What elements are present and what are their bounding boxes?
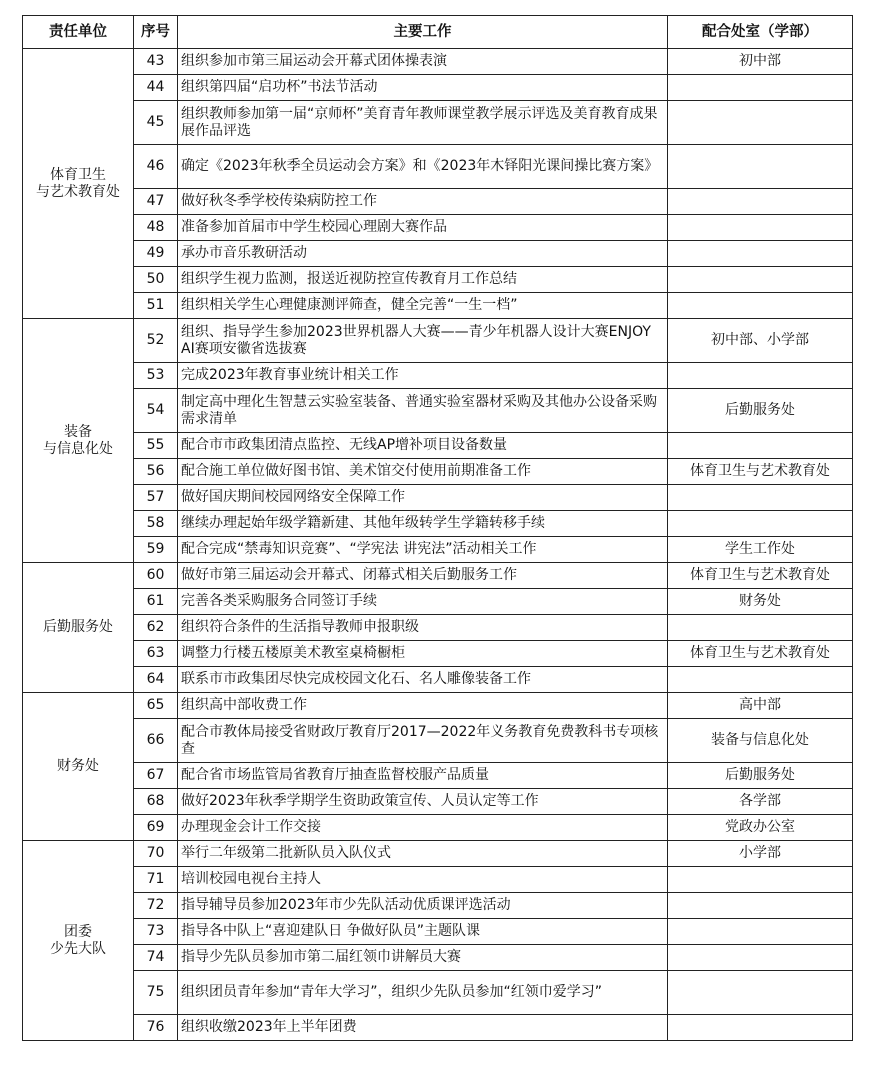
- table-row: [23, 919, 853, 945]
- row-number: 58: [134, 511, 178, 537]
- main-work: 指导辅导员参加2023年市少先队活动优质课评选活动: [178, 893, 668, 919]
- table-body: [23, 49, 853, 1041]
- header-work: 主要工作: [178, 16, 668, 49]
- cooperating-dept: [668, 433, 853, 459]
- main-work: 做好2023年秋季学期学生资助政策宣传、人员认定等工作: [178, 789, 668, 815]
- row-number: 47: [134, 189, 178, 215]
- row-number: 45: [134, 101, 178, 145]
- row-number: 56: [134, 459, 178, 485]
- cooperating-dept: [668, 1015, 853, 1041]
- row-number: 76: [134, 1015, 178, 1041]
- table-row: [23, 101, 853, 145]
- table-row: [23, 589, 853, 615]
- table-row: [23, 615, 853, 641]
- cooperating-dept: [668, 101, 853, 145]
- row-number: 72: [134, 893, 178, 919]
- table-row: [23, 641, 853, 667]
- main-work: 培训校园电视台主持人: [178, 867, 668, 893]
- table-row: [23, 389, 853, 433]
- table-row: [23, 49, 853, 75]
- table-row: [23, 459, 853, 485]
- cooperating-dept: 体育卫生与艺术教育处: [668, 563, 853, 589]
- main-work: 准备参加首届市中学生校园心理剧大赛作品: [178, 215, 668, 241]
- table-row: [23, 241, 853, 267]
- row-number: 74: [134, 945, 178, 971]
- row-number: 44: [134, 75, 178, 101]
- main-work: 配合省市场监管局省教育厅抽查监督校服产品质量: [178, 763, 668, 789]
- table-row: [23, 693, 853, 719]
- table-row: [23, 971, 853, 1015]
- responsible-unit: 财务处: [57, 758, 99, 774]
- responsible-unit: 后勤服务处: [43, 619, 113, 635]
- table-row: [23, 763, 853, 789]
- main-work: 组织收缴2023年上半年团费: [178, 1015, 668, 1041]
- responsible-unit-cell: [23, 841, 134, 1041]
- work-plan-table: [22, 15, 853, 1041]
- cooperating-dept: [668, 867, 853, 893]
- table-row: [23, 319, 853, 363]
- row-number: 65: [134, 693, 178, 719]
- row-number: 68: [134, 789, 178, 815]
- row-number: 61: [134, 589, 178, 615]
- cooperating-dept: [668, 667, 853, 693]
- table-row: [23, 719, 853, 763]
- cooperating-dept: 学生工作处: [668, 537, 853, 563]
- row-number: 54: [134, 389, 178, 433]
- responsible-unit-cell: [23, 693, 134, 841]
- cooperating-dept: [668, 893, 853, 919]
- row-number: 53: [134, 363, 178, 389]
- main-work: 办理现金会计工作交接: [178, 815, 668, 841]
- main-work: 举行二年级第二批新队员入队仪式: [178, 841, 668, 867]
- main-work: 组织高中部收费工作: [178, 693, 668, 719]
- cooperating-dept: 初中部、小学部: [668, 319, 853, 363]
- cooperating-dept: 装备与信息化处: [668, 719, 853, 763]
- row-number: 67: [134, 763, 178, 789]
- table-row: [23, 789, 853, 815]
- table-row: [23, 267, 853, 293]
- row-number: 43: [134, 49, 178, 75]
- cooperating-dept: [668, 241, 853, 267]
- main-work: 确定《2023年秋季全员运动会方案》和《2023年木铎阳光课间操比赛方案》: [178, 145, 668, 189]
- table-row: [23, 815, 853, 841]
- cooperating-dept: 体育卫生与艺术教育处: [668, 641, 853, 667]
- main-work: 组织相关学生心理健康测评筛查，健全完善“一生一档”: [178, 293, 668, 319]
- row-number: 75: [134, 971, 178, 1015]
- table-row: [23, 511, 853, 537]
- main-work: 配合施工单位做好图书馆、美术馆交付使用前期准备工作: [178, 459, 668, 485]
- main-work: 组织第四届“启功杯”书法节活动: [178, 75, 668, 101]
- main-work: 组织团员青年参加“青年大学习”，组织少先队员参加“红领巾爱学习”: [178, 971, 668, 1015]
- cooperating-dept: 高中部: [668, 693, 853, 719]
- main-work: 调整力行楼五楼原美术教室桌椅橱柜: [178, 641, 668, 667]
- cooperating-dept: [668, 189, 853, 215]
- cooperating-dept: [668, 363, 853, 389]
- responsible-unit: 体育卫生 与艺术教育处: [36, 166, 120, 200]
- main-work: 组织教师参加第一届“京师杯”美育青年教师课堂教学展示评选及美育教育成果展作品评选: [178, 101, 668, 145]
- responsible-unit-cell: [23, 563, 134, 693]
- main-work: 配合市市政集团清点监控、无线AP增补项目设备数量: [178, 433, 668, 459]
- main-work: 配合完成“禁毒知识竞赛”、“学宪法 讲宪法”活动相关工作: [178, 537, 668, 563]
- cooperating-dept: 体育卫生与艺术教育处: [668, 459, 853, 485]
- row-number: 73: [134, 919, 178, 945]
- row-number: 63: [134, 641, 178, 667]
- row-number: 55: [134, 433, 178, 459]
- table-row: [23, 363, 853, 389]
- row-number: 69: [134, 815, 178, 841]
- main-work: 做好国庆期间校园网络安全保障工作: [178, 485, 668, 511]
- header-unit: 责任单位: [23, 16, 134, 49]
- main-work: 组织符合条件的生活指导教师申报职级: [178, 615, 668, 641]
- cooperating-dept: 后勤服务处: [668, 389, 853, 433]
- cooperating-dept: [668, 215, 853, 241]
- cooperating-dept: [668, 919, 853, 945]
- cooperating-dept: [668, 511, 853, 537]
- row-number: 48: [134, 215, 178, 241]
- row-number: 60: [134, 563, 178, 589]
- row-number: 49: [134, 241, 178, 267]
- table-row: [23, 433, 853, 459]
- row-number: 59: [134, 537, 178, 563]
- row-number: 66: [134, 719, 178, 763]
- cooperating-dept: [668, 145, 853, 189]
- cooperating-dept: 初中部: [668, 49, 853, 75]
- table-row: [23, 563, 853, 589]
- main-work: 配合市教体局接受省财政厅教育厅2017—2022年义务教育免费教科书专项核查: [178, 719, 668, 763]
- cooperating-dept: [668, 267, 853, 293]
- responsible-unit: 团委 少先大队: [50, 923, 106, 957]
- row-number: 70: [134, 841, 178, 867]
- main-work: 完善各类采购服务合同签订手续: [178, 589, 668, 615]
- responsible-unit: 装备 与信息化处: [43, 423, 113, 457]
- main-work: 指导各中队上“喜迎建队日 争做好队员”主题队课: [178, 919, 668, 945]
- table-row: [23, 215, 853, 241]
- cooperating-dept: [668, 615, 853, 641]
- header-num: 序号: [134, 16, 178, 49]
- table-row: [23, 667, 853, 693]
- header-coop: 配合处室（学部）: [668, 16, 853, 49]
- table-row: [23, 867, 853, 893]
- row-number: 57: [134, 485, 178, 511]
- table-row: [23, 945, 853, 971]
- responsible-unit-cell: [23, 49, 134, 319]
- row-number: 46: [134, 145, 178, 189]
- cooperating-dept: 党政办公室: [668, 815, 853, 841]
- table-row: [23, 189, 853, 215]
- row-number: 50: [134, 267, 178, 293]
- cooperating-dept: 小学部: [668, 841, 853, 867]
- table-header-row: [23, 16, 853, 49]
- row-number: 64: [134, 667, 178, 693]
- table-row: [23, 841, 853, 867]
- cooperating-dept: 财务处: [668, 589, 853, 615]
- cooperating-dept: [668, 75, 853, 101]
- main-work: 制定高中理化生智慧云实验室装备、普通实验室器材采购及其他办公设备采购需求清单: [178, 389, 668, 433]
- main-work: 组织参加市第三届运动会开幕式团体操表演: [178, 49, 668, 75]
- row-number: 51: [134, 293, 178, 319]
- row-number: 52: [134, 319, 178, 363]
- table-row: [23, 537, 853, 563]
- cooperating-dept: 各学部: [668, 789, 853, 815]
- main-work: 做好市第三届运动会开幕式、闭幕式相关后勤服务工作: [178, 563, 668, 589]
- table-row: [23, 1015, 853, 1041]
- main-work: 组织学生视力监测，报送近视防控宣传教育月工作总结: [178, 267, 668, 293]
- table-row: [23, 485, 853, 511]
- table-row: [23, 893, 853, 919]
- cooperating-dept: [668, 293, 853, 319]
- main-work: 继续办理起始年级学籍新建、其他年级转学生学籍转移手续: [178, 511, 668, 537]
- table-row: [23, 75, 853, 101]
- cooperating-dept: [668, 945, 853, 971]
- cooperating-dept: [668, 971, 853, 1015]
- main-work: 指导少先队员参加市第二届红领巾讲解员大赛: [178, 945, 668, 971]
- main-work: 完成2023年教育事业统计相关工作: [178, 363, 668, 389]
- cooperating-dept: 后勤服务处: [668, 763, 853, 789]
- responsible-unit-cell: [23, 319, 134, 563]
- cooperating-dept: [668, 485, 853, 511]
- row-number: 62: [134, 615, 178, 641]
- table-row: [23, 293, 853, 319]
- main-work: 联系市市政集团尽快完成校园文化石、名人雕像装备工作: [178, 667, 668, 693]
- row-number: 71: [134, 867, 178, 893]
- main-work: 承办市音乐教研活动: [178, 241, 668, 267]
- main-work: 组织、指导学生参加2023世界机器人大赛——青少年机器人设计大赛ENJOY AI赛项安徽省选拔赛: [178, 319, 668, 363]
- main-work: 做好秋冬季学校传染病防控工作: [178, 189, 668, 215]
- table-row: [23, 145, 853, 189]
